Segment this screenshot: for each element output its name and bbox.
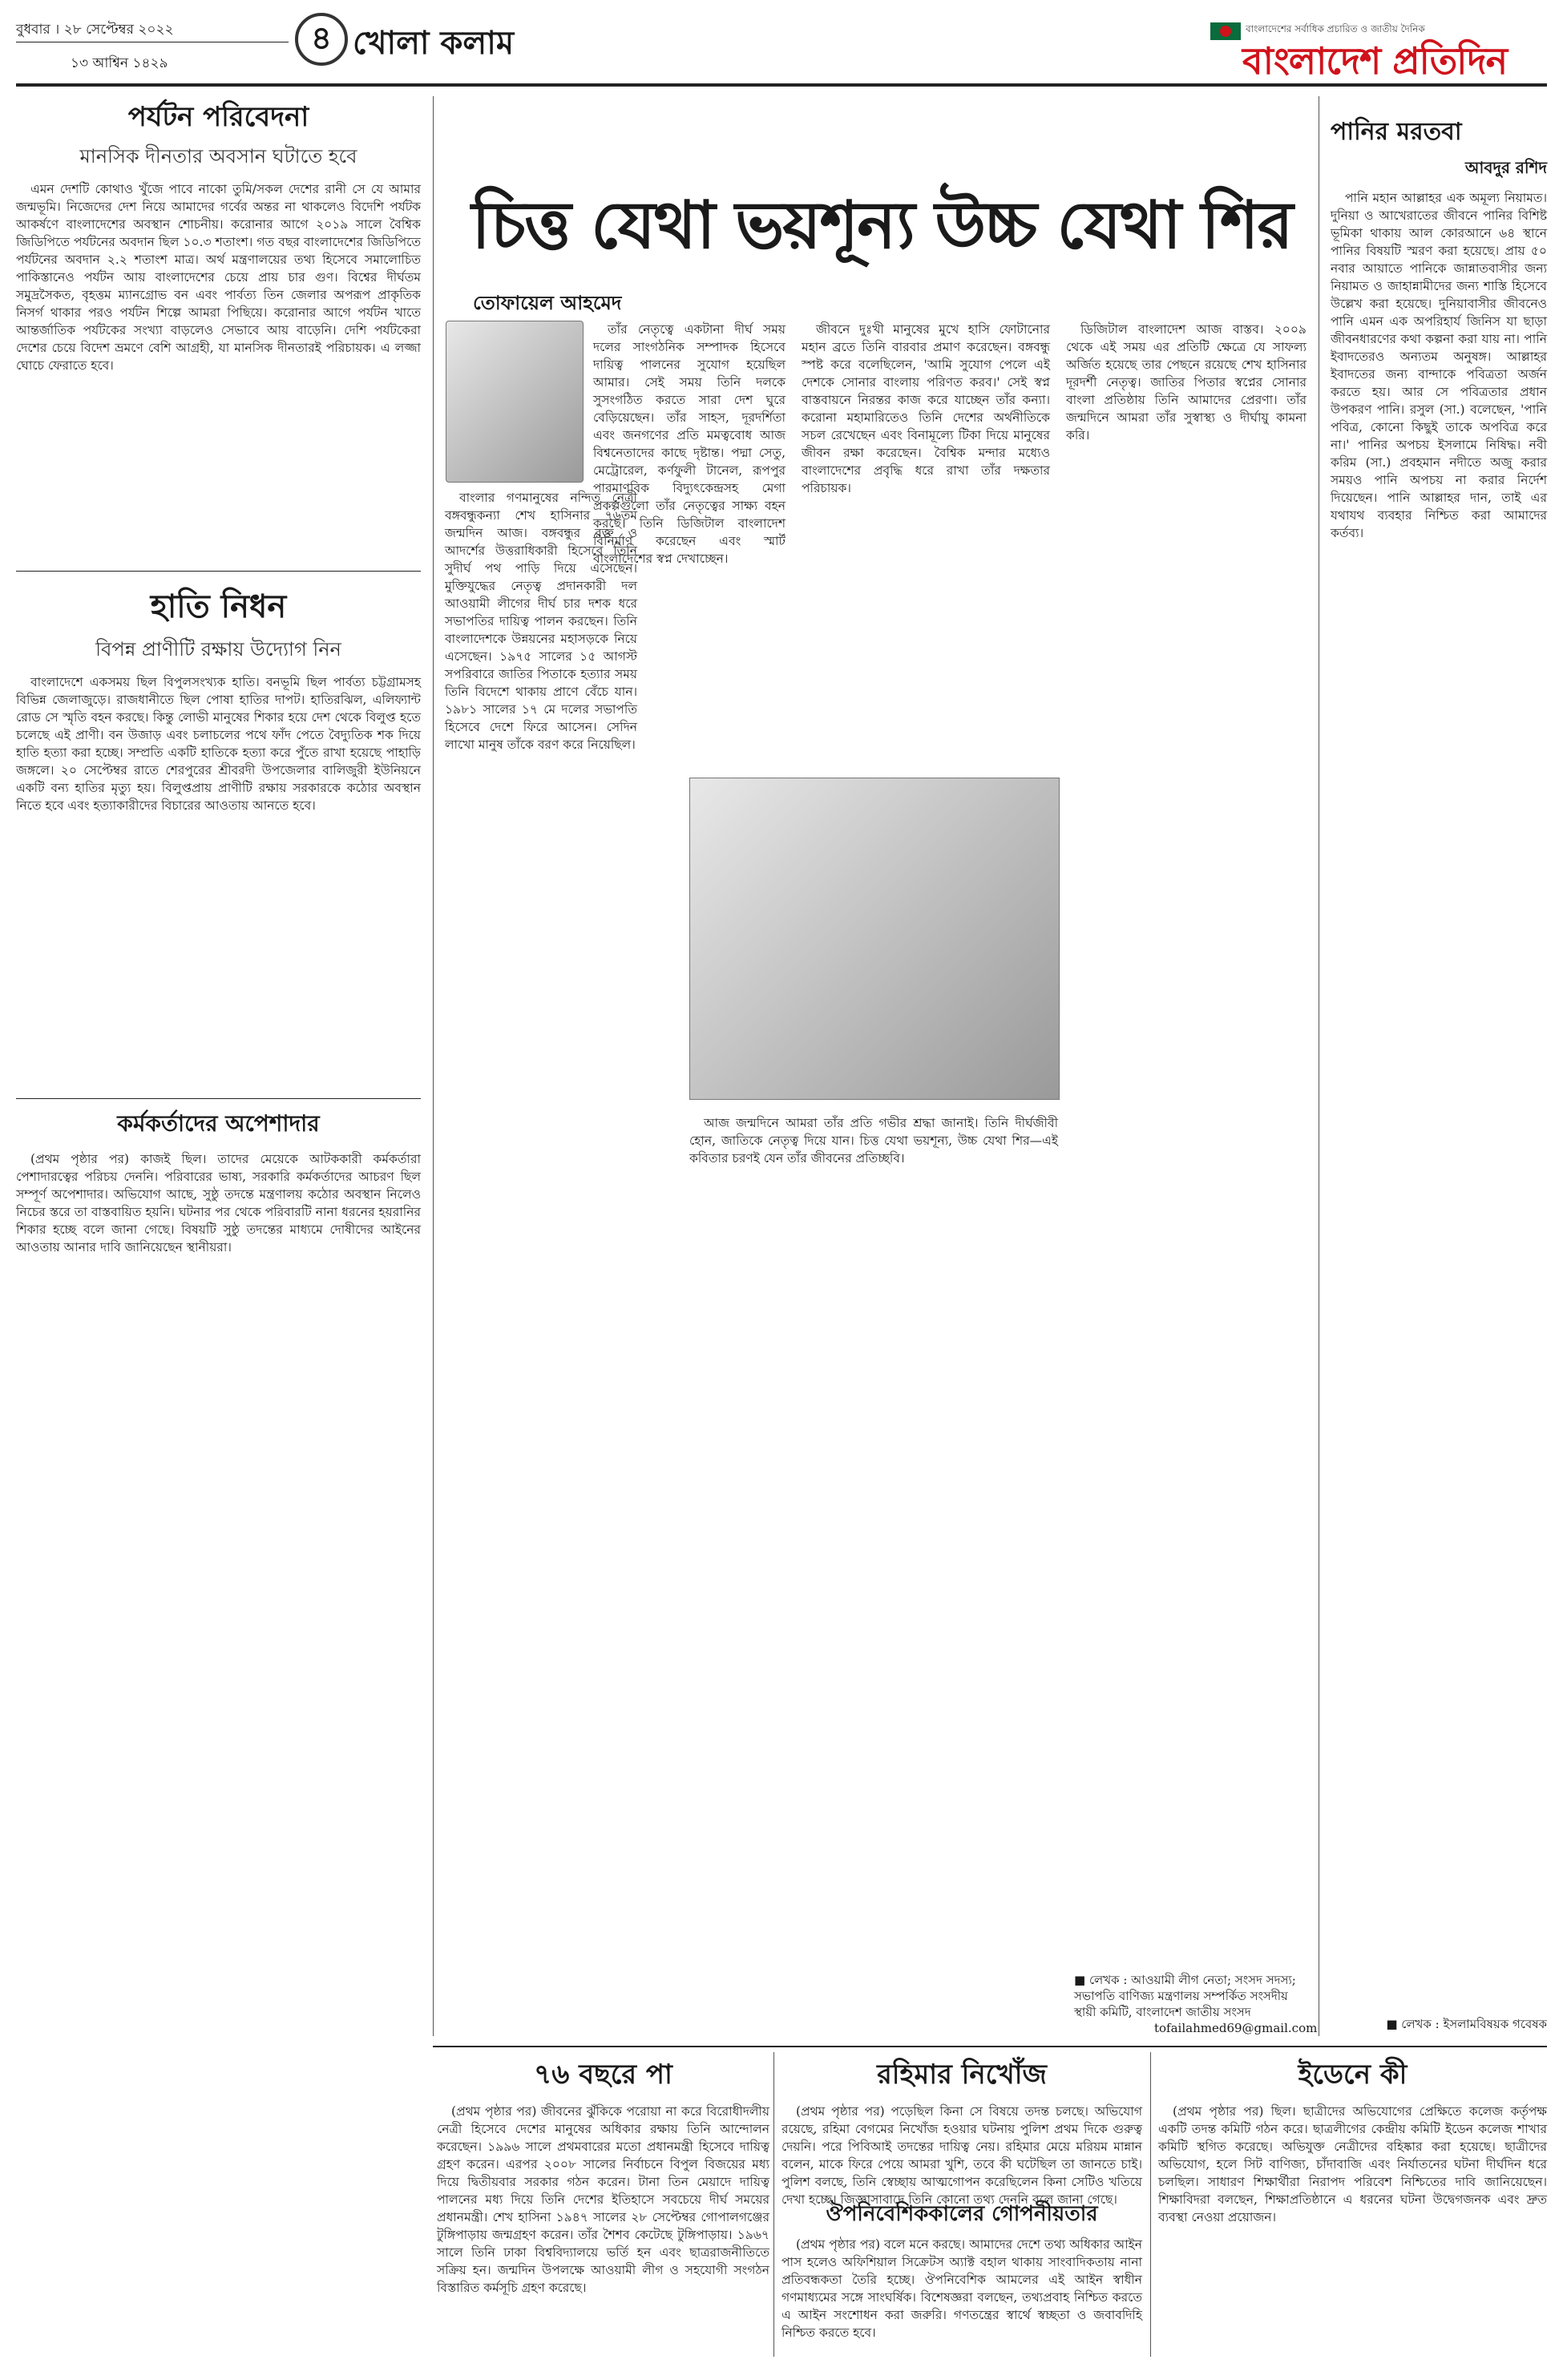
editorial-elephant (16, 581, 421, 1122)
news-body: (প্রথম পৃষ্ঠার পর) জীবনের ঝুঁকিকে পরোয়া না করে বিরোধীদলীয় নেত্রী হিসেবে দেশের মানুষের অধিকার রক্ষায় তিনি আন্দোলন করেছেন। ১৯৯৬ সালে প্রথমবারের মতো প্রধানমন্ত্রী হিসেবে দায়িত্ব গ্রহণ করেন। এরপর ২০০৮ সালের নির্বাচনে বিপুল বিজয়ের মধ্য দিয়ে দ্বিতীয়বার সরকার গঠন করেন। টানা তিন মেয়াদে দায়িত্ব পালনের মধ্য দিয়ে তিনি দেশের ইতিহাসে সবচেয়ে দীর্ঘ সময়ের প্রধানমন্ত্রী। শেখ হাসিনা ১৯৪৭ সালের ২৮ সেপ্টেম্বর গোপালগঞ্জের টুঙ্গিপাড়ায় জন্মগ্রহণ করেন। তাঁর শৈশব কেটেছে টুঙ্গিপাড়ায়। ১৯৬৭ সালে তিনি ঢাকা বিশ্ববিদ্যালয়ে ভর্তি হন এবং ছাত্ররাজনীতিতে সক্রিয় হন। জন্মদিন উপলক্ষে আওয়ামী লীগ ও সহযোগী সংগঠন বিস্তারিত কর্মসূচি গ্রহণ করেছে। (437, 2104, 769, 2295)
right-article-footer: ■ লেখক : ইসলামবিষয়ক গবেষক (1386, 2017, 1547, 2031)
editorial-title: হাতি নিধন (150, 588, 287, 625)
author-email: tofailahmed69@gmail.com (1154, 2021, 1318, 2035)
right-article-body: পানি মহান আল্লাহর এক অমূল্য নিয়ামত। দুনিয়া ও আখেরাতের জীবনে পানির বিশিষ্ট ভূমিকা থাকায় আল কোরআনে ৬৪ স্থানে পানির বিষয়টি স্মরণ করা হয়েছে। প্রায় ৫০ নবার আয়াতে পানিকে জান্নাতবাসীর জন্য নিয়ামত ও জাহান্নামীদের জন্য শাস্তি হিসেবে উল্লেখ করা হয়েছে। দুনিয়াবাসীর জীবনেও পানি এমন এক অপরিহার্য জিনিস যা ছাড়া জীবনধারণের কথা কল্পনা করা যায় না। পানি ইবাদতেরও অন্যতম অনুষঙ্গ। আল্লাহর ইবাদতের জন্য বান্দাকে পবিত্রতা অর্জন করতে হয়। আর সে পবিত্রতার প্রধান উপকরণ পানি। রসুল (সা.) বলেছেন, 'পানি পবিত্র, কোনো কিছুই তাকে অপবিত্র করে না।' পানির অপচয় ইসলামে নিষিদ্ধ। নবী করিম (সা.) প্রবহমান নদীতে অজু করার সময়ও পানি অপচয় না করার নির্দেশ দিয়েছেন। পানি আল্লাহর দান, তাই এর যথাযথ ব্যবহার নিশ্চিত করা আমাদের কর্তব্য। (1331, 191, 1547, 540)
editorial-body: বাংলাদেশে একসময় ছিল বিপুলসংখ্যক হাতি। বনভূমি ছিল পার্বত্য চট্টগ্রামসহ বিভিন্ন জেলাজুড়ে। রাজধানীতে ছিল পোষা হাতির দাপট। হাতিরঝিল, এলিফ্যান্ট রোড সে স্মৃতি বহন করছে। কিন্তু লোভী মানুষের শিকার হয়ে দেশ থেকে বিলুপ্ত হতে চলেছে এই প্রাণী। বন উজাড় এবং চলাচলের পথে ফাঁদ পেতে বৈদ্যুতিক শক দিয়ে হাতি হত্যা করা হচ্ছে। সম্প্রতি একটি হাতিকে হত্যা করে পুঁতে রাখা হয়েছে পাহাড়ি জঙ্গলে। ২০ সেপ্টেম্বর রাতে শেরপুরের শ্রীবরদী উপজেলার বালিজুরী ইউনিয়নে একটি বন্য হাতির মৃত্যু হয়। বিলুপ্তপ্রায় প্রাণীটি রক্ষায় সরকারকে কঠোর অবস্থান নিতে হবে এবং হত্যাকারীদের বিচারের আওতায় আনতে হবে। (16, 675, 421, 813)
page-number: ৪ (295, 13, 348, 66)
article-text: আজ জন্মদিনে আমরা তাঁর প্রতি গভীর শ্রদ্ধা জানাই। তিনি দীর্ঘজীবী হোন, জাতিকে নেতৃত্ব দিয়ে যান। চিত্ত যেথা ভয়শূন্য, উচ্চ যেথা শির—এই কবিতার চরণই যেন তাঁর জীবনের প্রতিচ্ছবি। (689, 1116, 1058, 1166)
right-article (1331, 112, 1547, 2017)
article-text: জীবনে দুঃখী মানুষের মুখে হাসি ফোটানোর মহান ব্রতে তিনি বারবার প্রমাণ করেছেন। বঙ্গবন্ধু স্পষ্ট করে বলেছিলেন, 'আমি সুযোগ পেলে এই দেশকে সোনার বাংলায় পরিণত করব।' সেই স্বপ্ন বাস্তবায়নে নিরন্তর কাজ করে যাচ্ছেন তাঁর কন্যা। করোনা মহামারিতেও তিনি দেশের অর্থনীতিকে সচল রেখেছেন এবং বিনামূল্যে টিকা দিয়ে মানুষের জীবন রক্ষা করেছেন। বৈশ্বিক মন্দার মধ্যেও বাংলাদেশের প্রবৃদ্ধি ধরে রাখা তাঁর দক্ষতার পরিচায়ক। (802, 322, 1050, 495)
author-photo (446, 321, 584, 483)
editorial-subtitle: মানসিক দীনতার অবসান ঘটাতে হবে (79, 145, 357, 168)
news-body: (প্রথম পৃষ্ঠার পর) কাজই ছিল। তাদের মেয়েকে আটককারী কর্মকর্তারা পেশাদারত্বের পরিচয় দেননি। পরিবারের ভাষ্য, সরকারি কর্মকর্তাদের আচরণ ছিল সম্পূর্ণ অপেশাদার। অভিযোগ আছে, সুষ্ঠু তদন্তে মন্ত্রণালয় কঠোর অবস্থান নিলেও নিচের স্তরে তা বাস্তবায়িত হয়নি। ঘটনার পর থেকে পরিবারটি নানা ধরনের হয়রানির শিকার হচ্ছে বলে জানা গেছে। বিষয়টি সুষ্ঠু তদন্তের মাধ্যমে দোষীদের আইনের আওতায় আনার দাবি জানিয়েছেন স্থানীয়রা। (16, 1152, 421, 1255)
section-name: খোলা কলাম (353, 24, 515, 62)
bangla-date: ১৩ আশ্বিন ১৪২৯ (71, 55, 168, 71)
news-body: (প্রথম পৃষ্ঠার পর) বলে মনে করছে। আমাদের দেশে তথ্য অধিকার আইন পাস হলেও অফিশিয়াল সিক্রেটস অ্যাক্ট বহাল থাকায় সাংবাদিকতায় নানা প্রতিবন্ধকতা তৈরি হচ্ছে। ঔপনিবেশিক আমলের এই আইন স্বাধীন গণমাধ্যমের সঙ্গে সাংঘর্ষিক। বিশেষজ্ঞরা বলছেন, তথ্যপ্রবাহ নিশ্চিত করতে এ আইন সংশোধন করা জরুরি। গণতন্ত্রের স্বার্থে স্বচ্ছতা ও জবাবদিহি নিশ্চিত করতে হবে। (782, 2237, 1142, 2340)
column-rule (433, 96, 434, 2036)
article-headline: চিত্ত যেথা ভয়শূন্য উচ্চ যেথা শির (471, 188, 1292, 264)
divider (16, 1098, 421, 1099)
bottom-news-1 (437, 2054, 769, 2367)
right-article-title: পানির মরতবা (1331, 118, 1462, 146)
divider (16, 571, 421, 572)
column-rule (773, 2052, 774, 2357)
flag-icon (1210, 22, 1241, 40)
bottom-news-3 (1158, 2054, 1547, 2367)
news-title: ইডেনে কী (1298, 2059, 1408, 2091)
news-body: (প্রথম পৃষ্ঠার পর) পড়েছিল কিনা সে বিষয়ে তদন্ত চলছে। অভিযোগ রয়েছে, রহিমা বেগমের নিখোঁজ হওয়ার ঘটনায় পুলিশ প্রথম দিকে গুরুত্ব দেয়নি। পরে পিবিআই তদন্তের দায়িত্ব নেয়। রহিমার মেয়ে মরিয়ম মান্নান বলেন, মাকে ফিরে পেয়ে আমরা খুশি, তবে কী ঘটেছিল তা জানতে চাই। পুলিশ বলছে, তিনি স্বেচ্ছায় আত্মগোপন করেছিলেন কিনা সেটিও খতিয়ে দেখা হচ্ছে। জিজ্ঞাসাবাদে তিনি কোনো তথ্য দেননি বলে জানা গেছে। (782, 2104, 1142, 2207)
bottom-news-2 (782, 2054, 1142, 2380)
article-text: বাংলার গণমানুষের নন্দিত নেত্রী বঙ্গবন্ধুকন্যা শেখ হাসিনার ৭৬তম জন্মদিন আজ। বঙ্গবন্ধুর রক্ত ও আদর্শের উত্তরাধিকারী হিসেবে তিনি সুদীর্ঘ পথ পাড়ি দিয়ে এসেছেন। মুক্তিযুদ্ধের নেতৃত্ব প্রদানকারী দল আওয়ামী লীগের দীর্ঘ চার দশক ধরে সভাপতির দায়িত্ব পালন করছেন। তিনি বাংলাদেশকে উন্নয়নের মহাসড়কে নিয়ে এসেছেন। ১৯৭৫ সালের ১৫ আগস্ট সপরিবারে জাতির পিতাকে হত্যার সময় তিনি বিদেশে থাকায় প্রাণে বেঁচে যান। ১৯৮১ সালের ১৭ মে দলের সভাপতি হিসেবে দেশে ফিরে আসেন। সেদিন লাখো মানুষ তাঁকে বরণ করে নিয়েছিল। (445, 491, 637, 752)
news-body: (প্রথম পৃষ্ঠার পর) ছিল। ছাত্রীদের অভিযোগের প্রেক্ষিতে কলেজ কর্তৃপক্ষ একটি তদন্ত কমিটি গঠন করে। ছাত্রলীগের কেন্দ্রীয় কমিটি ইডেন কলেজ শাখার কমিটি স্থগিত করেছে। অভিযুক্ত নেত্রীদের বহিষ্কার করা হয়েছে। ছাত্রীদের অভিযোগ, হলে সিট বাণিজ্য, চাঁদাবাজি এবং নির্যাতনের ঘটনা দীর্ঘদিন ধরে চলছিল। সাধারণ শিক্ষার্থীরা নিরাপদ পরিবেশ নিশ্চিতের দাবি জানিয়েছেন। শিক্ষাবিদরা বলছেন, শিক্ষাপ্রতিষ্ঠানে এ ধরনের ঘটনা উদ্বেগজনক এবং দ্রুত ব্যবস্থা নেওয়া প্রয়োজন। (1158, 2104, 1547, 2224)
news-title: কর্মকর্তাদের অপেশাদার (117, 1110, 320, 1137)
article-text: ডিজিটাল বাংলাদেশ আজ বাস্তব। ২০০৯ থেকে এই সময় এর প্রতিটি ক্ষেত্রে যে সাফল্য অর্জিত হয়েছে তার পেছনে রয়েছে শেখ হাসিনার দূরদর্শী নেতৃত্ব। জাতির পিতার স্বপ্নের সোনার বাংলা প্রতিষ্ঠায় তিনি আমাদের প্রেরণা। তাঁর জন্মদিনে আমরা তাঁর সুস্বাস্থ্য ও দীর্ঘায়ু কামনা করি। (1066, 322, 1307, 442)
author-note: ■ লেখক : আওয়ামী লীগ নেতা; সংসদ সদস্য; সভাপতি বাণিজ্য মন্ত্রণালয় সম্পর্কিত সংসদীয় স্থায়ী কমিটি, বাংলাদেশ জাতীয় সংসদ (1074, 1973, 1296, 2019)
editorial-title: পর্যটন পরিবেদনা (127, 101, 309, 133)
news-title: ঔপনিবেশিককালের গোপনীয়তার (826, 2202, 1098, 2226)
news-title: ৭৬ বছরে পা (534, 2059, 672, 2091)
article-col-1b (593, 321, 786, 770)
issue-date: বুধবার । ২৮ সেপ্টেম্বর ২০২২ (16, 22, 174, 38)
editorial-tourism (16, 96, 421, 565)
article-byline: তোফায়েল আহমেদ (473, 292, 622, 314)
feature-photo (689, 778, 1060, 1100)
article-col-3 (1066, 321, 1318, 2036)
newspaper-logo (1210, 22, 1555, 83)
right-article-byline: আবদুর রশিদ (1465, 158, 1547, 177)
news-title: রহিমার নিখোঁজ (877, 2059, 1047, 2091)
editorial-body: এমন দেশটি কোথাও খুঁজে পাবে নাকো তুমি/সকল দেশের রানী সে যে আমার জন্মভূমি। নিজেদের দেশ নিয়ে আমাদের গর্বের অন্তর না থাকলেও বিদেশি পর্যটক আকর্ষণে বাংলাদেশের অবস্থান শোচনীয়। করোনার আগে ২০১৯ সালে বৈশ্বিক জিডিপিতে পর্যটনের অবদান ছিল ১০.৩ শতাংশ। গত বছর বাংলাদেশের জিডিপিতে পর্যটনের অবদান ২.২ শতাংশ মাত্র। অর্থ মন্ত্রণালয়ের তথ্য হিসেবে সমালোচিত পাকিস্তানেও পর্যটন আয় বাংলাদেশের চেয়ে প্রায় চার গুণ। বিশ্বের দীর্ঘতম সমুদ্রসৈকত, বৃহত্তম ম্যানগ্রোভ বন এবং পার্বত্য তিন জেলার অপরূপ প্রাকৃতিক নিসর্গ থাকার পরও পর্যটন শিল্পে আমরা পিছিয়ে। করোনার আগে পর্যটন খাতে আন্তর্জাতিক পর্যটকের সংখ্যা বাড়লেও সেভাবে আয় বাড়েনি। দেশি পর্যটকেরা দেশের চেয়ে বিদেশ ভ্রমণে বেশি আগ্রহী, যা মানসিক দীনতারই পরিচায়ক। এ লজ্জা ঘোচে ফেরাতে হবে। (16, 182, 421, 373)
column-rule (1150, 2052, 1151, 2357)
masthead-rule (16, 83, 1547, 87)
logo-tagline: বাংলাদেশের সর্বাধিক প্রচারিত ও জাতীয় দৈনিক (1246, 23, 1425, 34)
editorial-subtitle: বিপন্ন প্রাণীটি রক্ষায় উদ্যোগ নিন (95, 638, 341, 661)
news-officials (16, 1106, 421, 2152)
article-col-2 (802, 321, 1050, 770)
article-text: তাঁর নেতৃত্বে একটানা দীর্ঘ সময় দলের সাংগঠনিক সম্পাদক হিসেবে দায়িত্ব পালনের সুযোগ হয়েছিল আমার। সেই সময় তিনি দলকে সুসংগঠিত করতে সারা দেশ ঘুরে বেড়িয়েছেন। তাঁর সাহস, দূরদর্শিতা এবং জনগণের প্রতি মমত্ববোধ আজ বিশ্বনেতাদের কাছে দৃষ্টান্ত। পদ্মা সেতু, মেট্রোরেল, কর্ণফুলী টানেল, রূপপুর পারমাণবিক বিদ্যুৎকেন্দ্রসহ মেগা প্রকল্পগুলো তাঁর নেতৃত্বের সাক্ষ্য বহন করছে। তিনি ডিজিটাল বাংলাদেশ বিনির্মাণ করেছেন এবং স্মার্ট বাংলাদেশের স্বপ্ন দেখাচ্ছেন। (593, 322, 786, 566)
article-col-lower (689, 1114, 1058, 2036)
bottom-rule (433, 2046, 1547, 2047)
logo-name: বাংলাদেশ প্রতিদিন (1242, 39, 1508, 83)
